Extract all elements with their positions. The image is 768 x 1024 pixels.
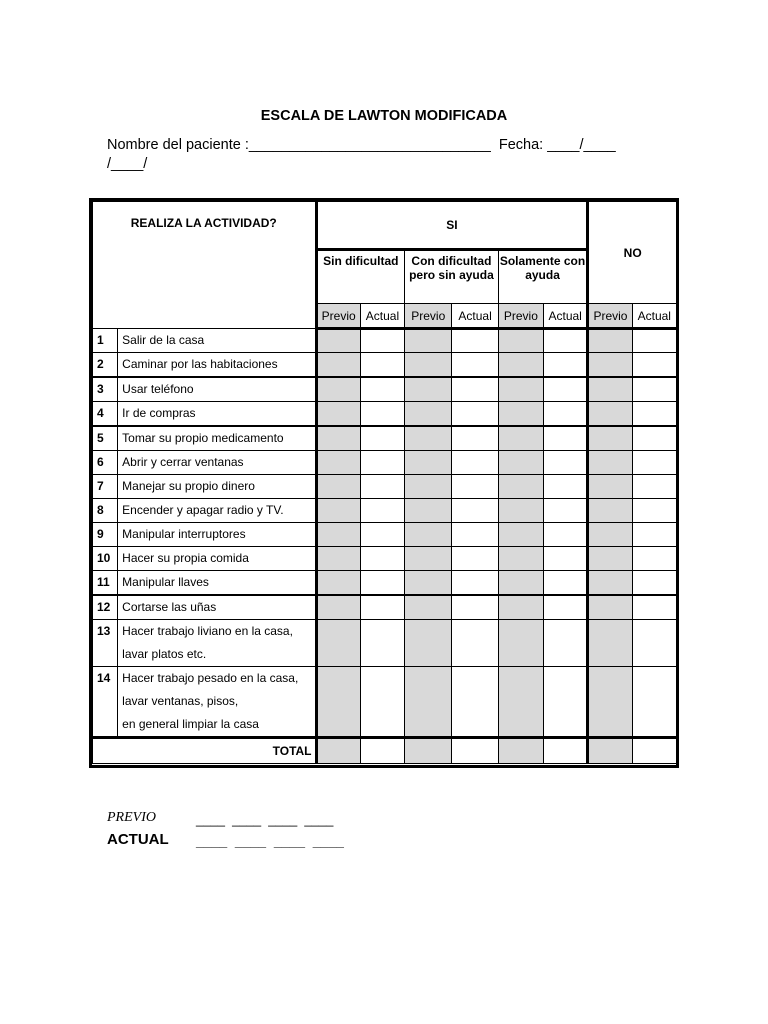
previo-checkbox-cell[interactable] xyxy=(316,547,360,571)
actual-checkbox-cell[interactable] xyxy=(632,353,676,378)
previo-checkbox-cell[interactable] xyxy=(405,475,452,499)
actual-checkbox-cell[interactable] xyxy=(360,547,404,571)
previo-checkbox-cell[interactable] xyxy=(316,475,360,499)
previo-column-header: Previo xyxy=(405,304,452,329)
table-row xyxy=(93,475,677,499)
activity-label: Tomar su propio medicamento xyxy=(118,426,316,451)
actual-checkbox-cell[interactable] xyxy=(452,547,498,571)
table-row xyxy=(93,451,677,475)
actual-checkbox-cell[interactable] xyxy=(544,377,588,402)
actual-checkbox-cell[interactable] xyxy=(360,377,404,402)
activity-label: Hacer su propia comida xyxy=(118,547,316,571)
previo-checkbox-cell[interactable] xyxy=(405,402,452,427)
row-number: 1 xyxy=(93,329,118,353)
table-row xyxy=(93,402,677,427)
previo-checkbox-cell[interactable] xyxy=(498,595,543,620)
actual-checkbox-cell[interactable] xyxy=(452,667,498,738)
actual-checkbox-cell[interactable] xyxy=(544,451,588,475)
previo-column-header: Previo xyxy=(498,304,543,329)
previo-checkbox-cell[interactable] xyxy=(498,353,543,378)
actual-checkbox-cell[interactable] xyxy=(544,475,588,499)
row-number: 6 xyxy=(93,451,118,475)
actual-checkbox-cell[interactable] xyxy=(360,402,404,427)
previo-checkbox-cell[interactable] xyxy=(405,595,452,620)
actual-checkbox-cell[interactable] xyxy=(632,475,676,499)
previo-checkbox-cell[interactable] xyxy=(498,377,543,402)
previo-checkbox-cell[interactable] xyxy=(498,402,543,427)
previo-checkbox-cell[interactable] xyxy=(316,377,360,402)
actual-checkbox-cell[interactable] xyxy=(360,426,404,451)
activity-label: Salir de la casa xyxy=(118,329,316,353)
previo-checkbox-cell[interactable] xyxy=(498,571,543,596)
previo-checkbox-cell[interactable] xyxy=(588,451,632,475)
actual-column-header: Actual xyxy=(544,304,588,329)
actual-checkbox-cell[interactable] xyxy=(360,353,404,378)
sub-header-con-dificultad: Con dificultad pero sin ayuda xyxy=(405,250,499,304)
previo-checkbox-cell[interactable] xyxy=(588,547,632,571)
table-row xyxy=(93,329,677,353)
total-actual-cell[interactable] xyxy=(360,738,404,764)
no-header: NO xyxy=(588,202,677,304)
previo-checkbox-cell[interactable] xyxy=(405,426,452,451)
activity-label: Cortarse las uñas xyxy=(118,595,316,620)
actual-checkbox-cell[interactable] xyxy=(544,595,588,620)
actual-checkbox-cell[interactable] xyxy=(632,595,676,620)
previo-checkbox-cell[interactable] xyxy=(316,667,360,738)
previo-checkbox-cell[interactable] xyxy=(588,667,632,738)
previo-checkbox-cell[interactable] xyxy=(498,329,543,353)
actual-checkbox-cell[interactable] xyxy=(452,499,498,523)
total-actual-cell[interactable] xyxy=(544,738,588,764)
previo-checkbox-cell[interactable] xyxy=(588,499,632,523)
actual-checkbox-cell[interactable] xyxy=(452,475,498,499)
actual-checkbox-cell[interactable] xyxy=(544,547,588,571)
previo-checkbox-cell[interactable] xyxy=(316,426,360,451)
actual-checkbox-cell[interactable] xyxy=(544,426,588,451)
actual-checkbox-cell[interactable] xyxy=(632,329,676,353)
actual-checkbox-cell[interactable] xyxy=(632,620,676,667)
actual-checkbox-cell[interactable] xyxy=(452,402,498,427)
activity-label: Abrir y cerrar ventanas xyxy=(118,451,316,475)
actual-checkbox-cell[interactable] xyxy=(452,620,498,667)
previo-checkbox-cell[interactable] xyxy=(588,377,632,402)
table-row xyxy=(93,353,677,378)
lawton-scale-table-frame xyxy=(89,198,679,768)
previo-checkbox-cell[interactable] xyxy=(405,329,452,353)
previo-checkbox-cell[interactable] xyxy=(498,475,543,499)
total-previo-cell[interactable] xyxy=(498,738,543,764)
actual-checkbox-cell[interactable] xyxy=(360,475,404,499)
previo-checkbox-cell[interactable] xyxy=(498,620,543,667)
sub-header-sin-dificultad: Sin dificultad xyxy=(316,250,405,304)
activity-label: Hacer trabajo pesado en la casa, lavar ventanas, pisos, en general limpiar la casa xyxy=(118,667,316,738)
previo-checkbox-cell[interactable] xyxy=(316,353,360,378)
actual-column-header: Actual xyxy=(632,304,676,329)
table-row xyxy=(93,595,677,620)
actual-checkbox-cell[interactable] xyxy=(544,571,588,596)
previo-checkbox-cell[interactable] xyxy=(405,499,452,523)
actual-checkbox-cell[interactable] xyxy=(632,499,676,523)
activity-label: Manipular llaves xyxy=(118,571,316,596)
table-row xyxy=(93,499,677,523)
actual-checkbox-cell[interactable] xyxy=(544,620,588,667)
table-row xyxy=(93,571,677,596)
actual-checkbox-cell[interactable] xyxy=(360,499,404,523)
previo-checkbox-cell[interactable] xyxy=(498,451,543,475)
actual-checkbox-cell[interactable] xyxy=(632,451,676,475)
actual-checkbox-cell[interactable] xyxy=(452,595,498,620)
row-number: 3 xyxy=(93,377,118,402)
previo-checkbox-cell[interactable] xyxy=(498,499,543,523)
actual-checkbox-cell[interactable] xyxy=(452,329,498,353)
previo-checkbox-cell[interactable] xyxy=(405,571,452,596)
previo-footer-label: PREVIO xyxy=(107,810,156,825)
row-number: 5 xyxy=(93,426,118,451)
previo-checkbox-cell[interactable] xyxy=(498,547,543,571)
actual-checkbox-cell[interactable] xyxy=(632,402,676,427)
activity-label: Caminar por las habitaciones xyxy=(118,353,316,378)
patient-name-date-line: Nombre del paciente :______________________________ Fecha: ____/____ xyxy=(107,137,616,153)
actual-checkbox-cell[interactable] xyxy=(452,377,498,402)
actual-checkbox-cell[interactable] xyxy=(632,667,676,738)
row-number: 4 xyxy=(93,402,118,427)
actual-checkbox-cell[interactable] xyxy=(452,571,498,596)
actual-checkbox-cell[interactable] xyxy=(632,523,676,547)
row-number: 10 xyxy=(93,547,118,571)
actual-checkbox-cell[interactable] xyxy=(452,523,498,547)
previo-checkbox-cell[interactable] xyxy=(405,620,452,667)
date-line-continuation: /____/ xyxy=(107,156,148,172)
actual-checkbox-cell[interactable] xyxy=(632,426,676,451)
activity-label: Hacer trabajo liviano en la casa, lavar platos etc. xyxy=(118,620,316,667)
actual-checkbox-cell[interactable] xyxy=(544,523,588,547)
previo-checkbox-cell[interactable] xyxy=(405,547,452,571)
row-number: 14 xyxy=(93,667,118,738)
previo-column-header: Previo xyxy=(316,304,360,329)
previo-checkbox-cell[interactable] xyxy=(588,426,632,451)
actual-checkbox-cell[interactable] xyxy=(452,426,498,451)
previo-checkbox-cell[interactable] xyxy=(405,667,452,738)
actual-footer-label: ACTUAL xyxy=(107,831,169,848)
previo-checkbox-cell[interactable] xyxy=(498,667,543,738)
table-row xyxy=(93,667,677,738)
activity-label: Manejar su propio dinero xyxy=(118,475,316,499)
previo-checkbox-cell[interactable] xyxy=(316,329,360,353)
previo-checkbox-cell[interactable] xyxy=(316,499,360,523)
actual-checkbox-cell[interactable] xyxy=(632,377,676,402)
table-row xyxy=(93,620,677,667)
previo-checkbox-cell[interactable] xyxy=(588,571,632,596)
previo-blanks: ____ ____ ____ ____ xyxy=(196,812,334,827)
row-number: 8 xyxy=(93,499,118,523)
actual-checkbox-cell[interactable] xyxy=(360,523,404,547)
previo-checkbox-cell[interactable] xyxy=(405,523,452,547)
previo-checkbox-cell[interactable] xyxy=(316,595,360,620)
previo-checkbox-cell[interactable] xyxy=(588,595,632,620)
document-title: ESCALA DE LAWTON MODIFICADA xyxy=(260,108,508,124)
actual-column-header: Actual xyxy=(452,304,498,329)
lawton-scale-table xyxy=(92,201,677,764)
actual-checkbox-cell[interactable] xyxy=(360,620,404,667)
total-previo-cell[interactable] xyxy=(405,738,452,764)
row-number: 11 xyxy=(93,571,118,596)
actual-checkbox-cell[interactable] xyxy=(360,571,404,596)
activity-label: Encender y apagar radio y TV. xyxy=(118,499,316,523)
activity-label: Manipular interruptores xyxy=(118,523,316,547)
row-number: 7 xyxy=(93,475,118,499)
previo-checkbox-cell[interactable] xyxy=(588,475,632,499)
activity-label: Ir de compras xyxy=(118,402,316,427)
actual-column-header: Actual xyxy=(360,304,404,329)
previo-checkbox-cell[interactable] xyxy=(498,523,543,547)
previo-checkbox-cell[interactable] xyxy=(405,353,452,378)
previo-checkbox-cell[interactable] xyxy=(316,451,360,475)
previo-checkbox-cell[interactable] xyxy=(588,353,632,378)
previo-checkbox-cell[interactable] xyxy=(588,329,632,353)
actual-checkbox-cell[interactable] xyxy=(360,451,404,475)
actual-checkbox-cell[interactable] xyxy=(544,353,588,378)
total-previo-cell[interactable] xyxy=(316,738,360,764)
previo-checkbox-cell[interactable] xyxy=(405,451,452,475)
previo-checkbox-cell[interactable] xyxy=(316,402,360,427)
actual-checkbox-cell[interactable] xyxy=(360,329,404,353)
previo-column-header: Previo xyxy=(588,304,632,329)
actual-checkbox-cell[interactable] xyxy=(544,499,588,523)
sub-header-solamente-con-ayuda: Solamente con ayuda xyxy=(498,250,588,304)
previo-checkbox-cell[interactable] xyxy=(588,523,632,547)
row-number: 9 xyxy=(93,523,118,547)
table-row xyxy=(93,426,677,451)
row-number: 13 xyxy=(93,620,118,667)
actual-checkbox-cell[interactable] xyxy=(632,571,676,596)
row-number: 12 xyxy=(93,595,118,620)
total-label: TOTAL xyxy=(93,738,317,764)
total-row xyxy=(93,738,677,764)
previo-checkbox-cell[interactable] xyxy=(588,620,632,667)
actual-checkbox-cell[interactable] xyxy=(452,353,498,378)
actual-checkbox-cell[interactable] xyxy=(632,547,676,571)
actual-checkbox-cell[interactable] xyxy=(452,451,498,475)
row-number: 2 xyxy=(93,353,118,378)
previo-checkbox-cell[interactable] xyxy=(405,377,452,402)
previo-checkbox-cell[interactable] xyxy=(316,571,360,596)
actual-checkbox-cell[interactable] xyxy=(360,595,404,620)
previo-checkbox-cell[interactable] xyxy=(498,426,543,451)
si-header: SI xyxy=(316,202,588,250)
actual-checkbox-cell[interactable] xyxy=(544,667,588,738)
table-row xyxy=(93,547,677,571)
previo-checkbox-cell[interactable] xyxy=(316,620,360,667)
total-actual-cell[interactable] xyxy=(632,738,676,764)
activity-header: REALIZA LA ACTIVIDAD? xyxy=(93,202,317,329)
actual-checkbox-cell[interactable] xyxy=(360,667,404,738)
previo-checkbox-cell[interactable] xyxy=(316,523,360,547)
previo-checkbox-cell[interactable] xyxy=(588,402,632,427)
actual-checkbox-cell[interactable] xyxy=(544,329,588,353)
table-row xyxy=(93,377,677,402)
table-row xyxy=(93,523,677,547)
actual-checkbox-cell[interactable] xyxy=(544,402,588,427)
total-previo-cell[interactable] xyxy=(588,738,632,764)
total-actual-cell[interactable] xyxy=(452,738,498,764)
actual-blanks: ____ ____ ____ ____ xyxy=(196,833,344,849)
activity-label: Usar teléfono xyxy=(118,377,316,402)
